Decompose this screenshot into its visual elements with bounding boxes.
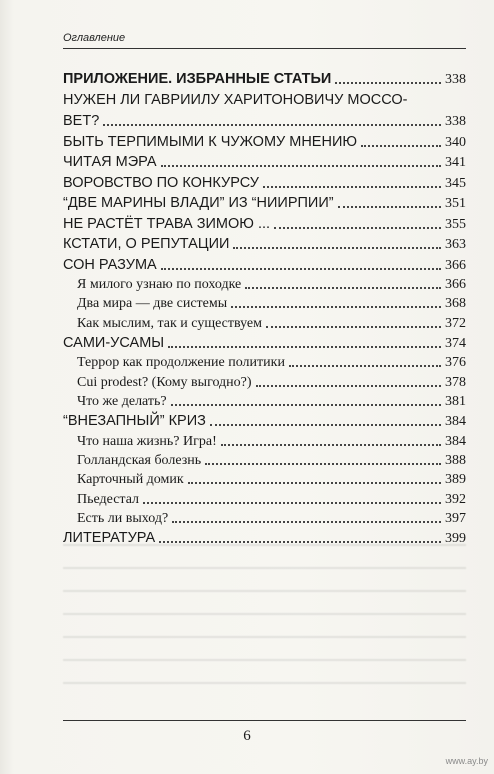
toc-page-number: 399 xyxy=(445,531,466,547)
toc-subentry xyxy=(63,296,466,312)
dot-leader xyxy=(266,316,441,328)
toc-entry-title: Два мира — две системы xyxy=(77,296,228,312)
toc-entry-title: Что наша жизнь? Игра! xyxy=(77,433,217,449)
dot-leader xyxy=(161,258,441,270)
toc-page-number: 392 xyxy=(445,491,466,507)
toc-entry-title: ПРИЛОЖЕНИЕ. ИЗБРАННЫЕ СТАТЬИ xyxy=(63,71,332,87)
toc-entry-title: ЛИТЕРАТУРА xyxy=(63,530,156,547)
toc-page-number: 384 xyxy=(445,433,466,449)
toc-entry xyxy=(63,154,466,171)
dot-leader xyxy=(161,155,441,167)
toc-entry xyxy=(63,175,466,192)
page-number: 6 xyxy=(243,728,251,744)
footer-rule xyxy=(63,720,466,721)
toc-entry-title: Пьедестал xyxy=(77,491,140,507)
toc-subentry xyxy=(63,316,466,332)
toc-page-number: 372 xyxy=(445,315,466,331)
dot-leader xyxy=(289,355,441,367)
bleed-through-text xyxy=(63,530,466,690)
toc-entry-title: Террор как продолжение политики xyxy=(77,355,285,371)
toc-subentry xyxy=(63,355,466,371)
dot-leader xyxy=(245,277,441,289)
dot-leader xyxy=(171,394,441,406)
dot-leader xyxy=(210,414,441,426)
toc-entry-title: СОН РАЗУМА xyxy=(63,256,157,273)
toc-subentry xyxy=(63,434,466,450)
toc-entry-title: Как мыслим, так и существуем xyxy=(77,315,263,331)
toc-entry-title: “ВНЕЗАПНЫЙ” КРИЗ xyxy=(63,413,206,430)
toc-subentry xyxy=(63,472,466,488)
toc-page-number: 363 xyxy=(445,237,466,252)
toc-entry xyxy=(63,257,466,274)
dot-leader xyxy=(205,453,441,465)
toc-entry-title: Я милого узнаю по походке xyxy=(77,277,242,292)
dot-leader xyxy=(256,375,441,387)
toc-page-number: 376 xyxy=(445,355,466,371)
dot-leader xyxy=(168,336,441,348)
running-header xyxy=(63,28,466,49)
toc-page-number: 345 xyxy=(445,175,466,191)
dot-leader xyxy=(263,176,441,188)
toc-page-number: 338 xyxy=(445,72,466,87)
toc-entry-title: “ДВЕ МАРИНЫ ВЛАДИ” ИЗ “НИИРПИИ” xyxy=(63,195,334,211)
toc-page-number: 378 xyxy=(445,374,466,390)
toc-page-number: 374 xyxy=(445,335,466,351)
toc-entry xyxy=(63,92,466,132)
toc-page-number: 340 xyxy=(445,134,466,150)
dot-leader xyxy=(335,72,441,84)
toc-entry xyxy=(63,236,466,253)
watermark: www.ay.by xyxy=(445,756,488,766)
dot-leader xyxy=(274,217,441,229)
toc-subentry xyxy=(63,277,466,293)
toc-entry xyxy=(63,71,466,88)
toc-entry xyxy=(63,413,466,430)
dot-leader xyxy=(338,196,441,208)
toc-page-number: 355 xyxy=(445,216,466,232)
dot-leader xyxy=(103,114,441,126)
toc-entry-title: Карточный домик xyxy=(77,472,184,488)
toc-page-number: 366 xyxy=(445,277,466,292)
toc-entry-title-continued: ВЕТ? xyxy=(63,112,100,129)
toc-page-number: 368 xyxy=(445,296,466,312)
toc-page-number: 389 xyxy=(445,472,466,488)
dot-leader xyxy=(233,237,441,249)
dot-leader xyxy=(361,135,441,147)
toc-page-number: 351 xyxy=(445,196,466,211)
toc-subentry xyxy=(63,511,466,527)
toc-page-number: 388 xyxy=(445,453,466,469)
dot-leader xyxy=(221,434,441,446)
dot-leader xyxy=(143,492,441,504)
toc-entry-title: САМИ-УСАМЫ xyxy=(63,334,165,351)
toc-page-number: 381 xyxy=(445,394,466,409)
toc-entry-title: ВОРОВСТВО ПО КОНКУРСУ xyxy=(63,174,259,191)
toc-entry-title: БЫТЬ ТЕРПИМЫМИ К ЧУЖОМУ МНЕНИЮ xyxy=(63,133,358,150)
toc-entry xyxy=(63,134,466,151)
toc-page-number: 338 xyxy=(445,113,466,129)
toc-entry-title: НУЖЕН ЛИ ГАВРИИЛУ ХАРИТОНОВИЧУ МОССО- xyxy=(63,91,408,108)
toc-subentry xyxy=(63,394,466,410)
toc-page-number: 366 xyxy=(445,257,466,273)
header-section-title: Оглавление xyxy=(63,32,126,44)
toc-entry-title: Cui prodest? (Кому выгодно?) xyxy=(77,374,252,390)
toc-page-number: 397 xyxy=(445,511,466,526)
dot-leader xyxy=(231,296,441,308)
toc-entry-title: Есть ли выход? xyxy=(77,511,169,526)
toc-subentry xyxy=(63,453,466,469)
toc-entry-title: Голландская болезнь xyxy=(77,453,202,469)
toc-entry xyxy=(63,216,466,233)
toc-entry-title: НЕ РАСТЁТ ТРАВА ЗИМОЮ ... xyxy=(63,215,271,232)
dot-leader xyxy=(188,472,441,484)
toc-entry xyxy=(63,335,466,352)
dot-leader xyxy=(172,511,441,523)
toc-subentry xyxy=(63,492,466,508)
toc-entry-title: Что же делать? xyxy=(77,394,167,409)
toc-subentry xyxy=(63,375,466,391)
toc-entry xyxy=(63,195,466,212)
toc-entry-title: КСТАТИ, О РЕПУТАЦИИ xyxy=(63,236,230,252)
toc-page-number: 384 xyxy=(445,414,466,430)
toc-entry-title: ЧИТАЯ МЭРА xyxy=(63,154,157,170)
toc-page-number: 341 xyxy=(445,155,466,170)
